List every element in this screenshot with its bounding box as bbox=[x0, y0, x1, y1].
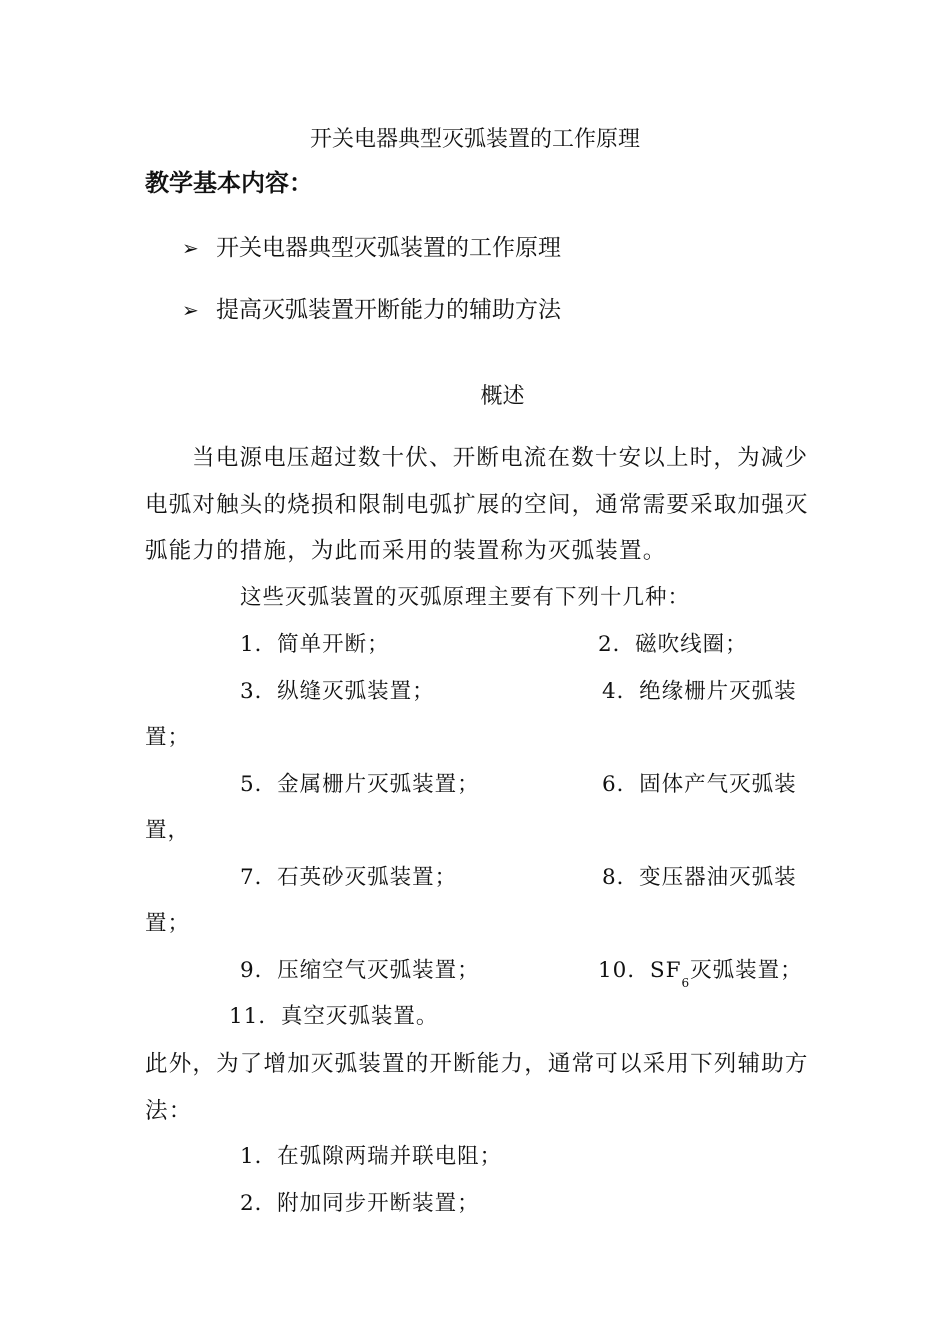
principles-intro: 这些灭弧装置的灭弧原理主要有下列十几种： bbox=[240, 585, 691, 610]
overview-heading: 概述 bbox=[480, 384, 525, 409]
sf6-prefix: 10．SF bbox=[598, 958, 682, 983]
principle-continuation: 置； bbox=[145, 725, 191, 750]
bullet-text: 提高灭弧装置开断能力的辅助方法 bbox=[216, 297, 561, 323]
principle-item: 9．压缩空气灭弧装置； bbox=[240, 958, 480, 983]
principle-item: 2．磁吹线圈； bbox=[598, 632, 748, 657]
principle-item: 11．真空灭弧装置。 bbox=[229, 1004, 439, 1029]
intro-line: 弧能力的措施，为此而采用的装置称为灭弧装置。 bbox=[145, 538, 667, 564]
principle-item: 6．固体产气灭弧装 bbox=[602, 772, 797, 797]
section-heading: 教学基本内容： bbox=[145, 169, 313, 197]
sf6-suffix: 灭弧装置； bbox=[690, 958, 803, 983]
principle-item: 7．石英砂灭弧装置； bbox=[240, 865, 458, 890]
aux-line: 此外，为了增加灭弧装置的开断能力，通常可以采用下列辅助方 bbox=[145, 1051, 809, 1077]
principle-item: 8．变压器油灭弧装 bbox=[602, 865, 797, 890]
principle-item: 1．简单开断； bbox=[240, 632, 390, 657]
principle-item: 3．纵缝灭弧装置； bbox=[240, 679, 435, 704]
bullet-item bbox=[182, 229, 561, 262]
bullet-item bbox=[182, 291, 561, 324]
arrow-bullet-icon: ➢ bbox=[182, 236, 199, 260]
sf6-subscript: 6 bbox=[681, 976, 691, 990]
arrow-bullet-icon: ➢ bbox=[182, 298, 199, 322]
aux-method-item: 1．在弧隙两瑞并联电阻； bbox=[240, 1144, 503, 1169]
aux-method-item: 2．附加同步开断装置； bbox=[240, 1191, 480, 1216]
document-title: 开关电器典型灭弧装置的工作原理 bbox=[309, 127, 640, 152]
bullet-text: 开关电器典型灭弧装置的工作原理 bbox=[216, 235, 561, 261]
intro-line: 当电源电压超过数十伏、开断电流在数十安以上时，为减少 bbox=[192, 445, 809, 471]
aux-line: 法： bbox=[145, 1098, 193, 1124]
principle-continuation: 置； bbox=[145, 911, 191, 936]
principle-item: 5．金属栅片灭弧装置； bbox=[240, 772, 480, 797]
principle-item: 4．绝缘栅片灭弧装 bbox=[602, 679, 797, 704]
principle-continuation: 置， bbox=[145, 818, 191, 843]
intro-line: 电弧对触头的烧损和限制电弧扩展的空间，通常需要采取加强灭 bbox=[145, 492, 809, 518]
principle-item-sf6 bbox=[598, 953, 803, 990]
